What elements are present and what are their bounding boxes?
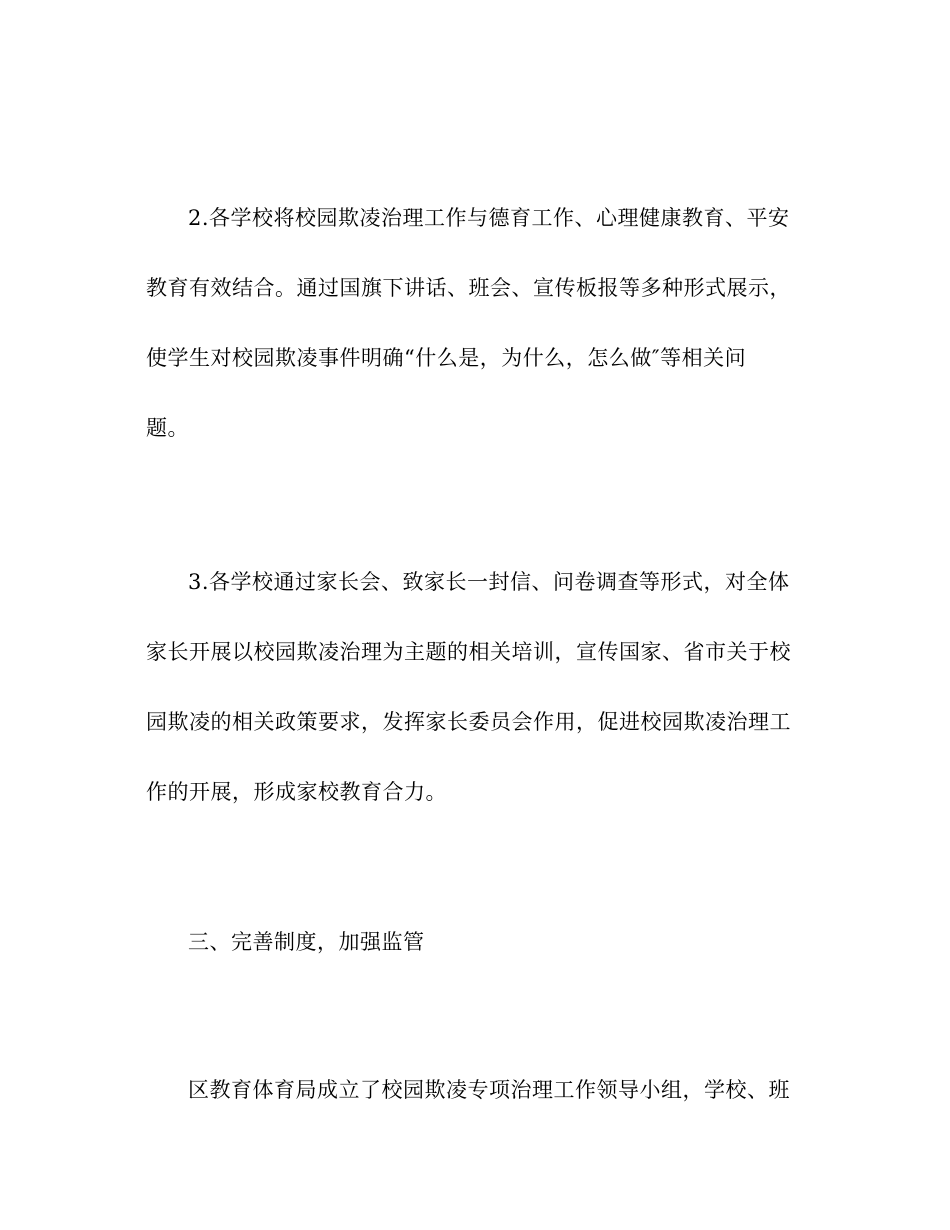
paragraph-2-line-2: 教育有效结合。通过国旗下讲话、班会、宣传板报等多种形式展示， [146, 276, 791, 300]
paragraph-3-line-1: 3.各学校通过家长会、致家长一封信、问卷调查等形式，对全体 [188, 570, 790, 594]
paragraph-2-line-3: 使学生对校园欺凌事件明确“什么是，为什么，怎么做″等相关问 [146, 346, 747, 370]
section-heading: 三、完善制度，加强监管 [188, 930, 425, 954]
paragraph-4-line-1: 区教育体育局成立了校园欺凌专项治理工作领导小组，学校、班 [188, 1078, 790, 1102]
paragraph-3-line-3: 园欺凌的相关政策要求，发挥家长委员会作用，促进校园欺凌治理工 [146, 710, 791, 734]
paragraph-3-line-4: 作的开展，形成家校教育合力。 [146, 780, 447, 804]
paragraph-2-line-4: 题。 [146, 416, 189, 440]
paragraph-3-line-2: 家长开展以校园欺凌治理为主题的相关培训，宣传国家、省市关于校 [146, 640, 791, 664]
paragraph-2-line-1: 2.各学校将校园欺凌治理工作与德育工作、心理健康教育、平安 [188, 206, 790, 230]
